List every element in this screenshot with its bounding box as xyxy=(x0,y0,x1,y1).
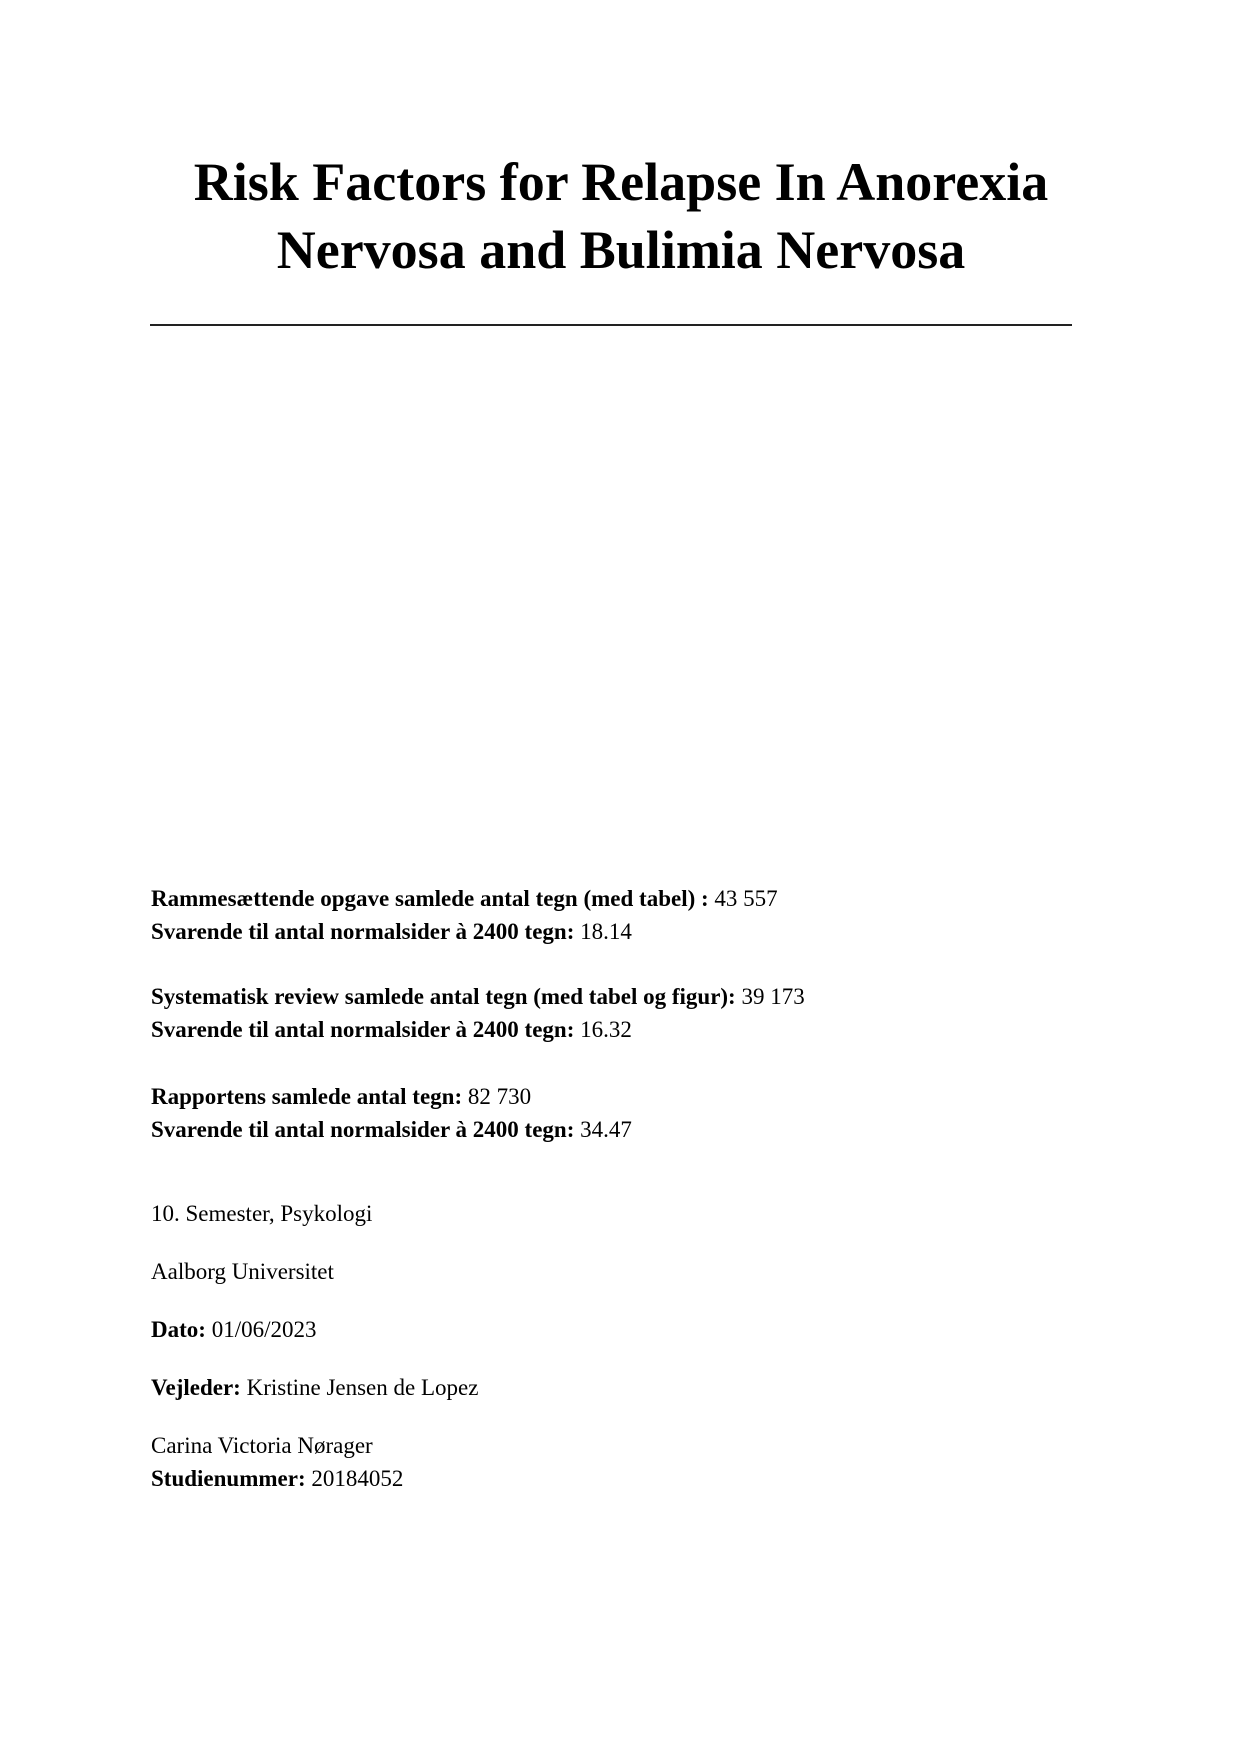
count-value: 43 557 xyxy=(708,886,778,911)
count-block-report-total xyxy=(151,1080,632,1146)
pages-value: 18.14 xyxy=(574,919,632,944)
count-label: Systematisk review samlede antal tegn (med tabel og figur): xyxy=(151,984,736,1009)
count-block-systematic-review xyxy=(151,980,805,1046)
semester-text: 10. Semester, Psykologi xyxy=(151,1201,373,1226)
count-row xyxy=(151,1080,632,1113)
pages-label: Svarende til antal normalsider à 2400 tegn: xyxy=(151,1117,575,1142)
student-number-value: 20184052 xyxy=(305,1466,404,1491)
pages-value: 34.47 xyxy=(574,1117,632,1142)
count-row xyxy=(151,980,805,1013)
title-line-1: Risk Factors for Relapse In Anorexia xyxy=(193,152,1049,212)
author-block xyxy=(151,1429,403,1495)
pages-row xyxy=(151,1113,632,1146)
document-title xyxy=(0,148,1242,284)
date-label: Dato: xyxy=(151,1317,206,1342)
count-row xyxy=(151,882,778,915)
student-number-label: Studienummer: xyxy=(151,1466,306,1491)
university-block xyxy=(151,1255,334,1288)
semester-block xyxy=(151,1197,372,1230)
date-block xyxy=(151,1313,316,1346)
university-text: Aalborg Universitet xyxy=(151,1259,334,1284)
supervisor-row xyxy=(151,1371,478,1404)
pages-row xyxy=(151,915,778,948)
count-value: 82 730 xyxy=(462,1084,532,1109)
count-label: Rapportens samlede antal tegn: xyxy=(151,1084,463,1109)
supervisor-label: Vejleder: xyxy=(151,1375,241,1400)
date-row xyxy=(151,1313,316,1346)
supervisor-value: Kristine Jensen de Lopez xyxy=(240,1375,479,1400)
count-label: Rammesættende opgave samlede antal tegn (med tabel) : xyxy=(151,886,709,911)
title-divider xyxy=(150,324,1072,326)
count-block-framing-task xyxy=(151,882,778,948)
supervisor-block xyxy=(151,1371,478,1404)
count-value: 39 173 xyxy=(735,984,805,1009)
date-value: 01/06/2023 xyxy=(205,1317,317,1342)
pages-label: Svarende til antal normalsider à 2400 tegn: xyxy=(151,1017,575,1042)
student-number-row xyxy=(151,1462,403,1495)
title-line-2: Nervosa and Bulimia Nervosa xyxy=(276,220,966,280)
pages-row xyxy=(151,1013,805,1046)
author-name: Carina Victoria Nørager xyxy=(151,1433,373,1458)
pages-label: Svarende til antal normalsider à 2400 tegn: xyxy=(151,919,575,944)
pages-value: 16.32 xyxy=(574,1017,632,1042)
